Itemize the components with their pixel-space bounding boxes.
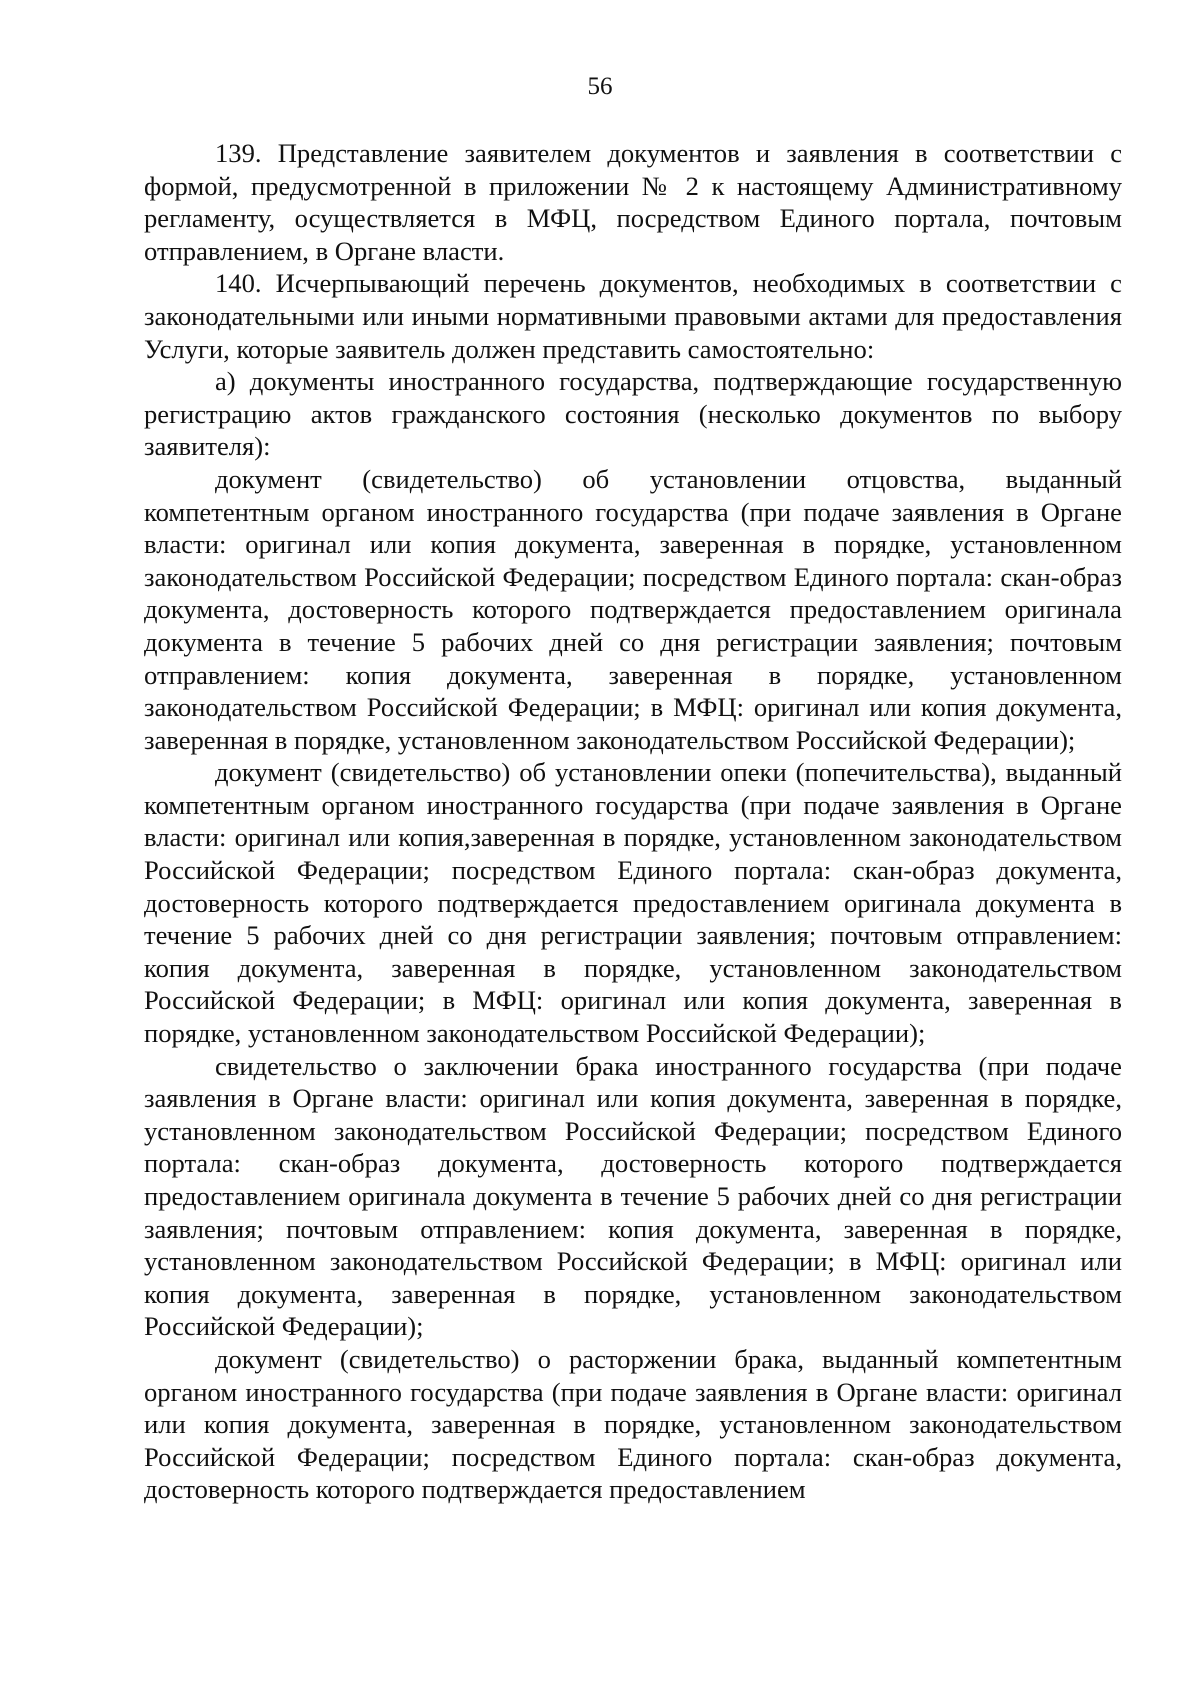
paragraph-marriage-certificate: свидетельство о заключении брака иностранного государства (при подаче заявления в Органе власти: оригинал или копия документа, заверенная в порядке, установленном законодательством Российской Федерации; посредством Единого портала: скан-образ документа, достоверность которого подтверждается предоставлением оригинала документа в течение 5 рабочих дней со дня регистрации заявления; почтовым отправлением: копия документа, заверенная в порядке, установленном законодательством Российской Федерации; в МФЦ: оригинал или копия документа, заверенная в порядке, установленном законодательством Российской Федерации); bbox=[144, 1050, 1122, 1342]
paragraph-139: 139. Представление заявителем документов и заявления в соответствии с формой, предусмотренной в приложении № 2 к настоящему Административному регламенту, осуществляется в МФЦ, посредством Единого портала, почтовым отправлением, в Органе власти. bbox=[144, 138, 1122, 266]
paragraph-guardianship-document: документ (свидетельство) об установлении опеки (попечительства), выданный компетентным органом иностранного государства (при подаче заявления в Органе власти: оригинал или копия,заверенная в порядке, установленном законодательством Российской Федерации; посредством Единого портала: скан-образ документа, достоверность которого подтверждается предоставлением оригинала документа в течение 5 рабочих дней со дня регистрации заявления; почтовым отправлением: копия документа, заверенная в порядке, установленном законодательством Российской Федерации; в МФЦ: оригинал или копия документа, заверенная в порядке, установленном законодательством Российской Федерации); bbox=[144, 757, 1122, 1049]
document-body bbox=[144, 137, 1122, 1506]
paragraph-divorce-document: документ (свидетельство) о расторжении брака, выданный компетентным органом иностранного государства (при подаче заявления в Органе власти: оригинал или копия документа, заверенная в порядке, установленном законодательством Российской Федерации; посредством Единого портала: скан-образ документа, достоверность которого подтверждается предоставлением bbox=[144, 1343, 1122, 1505]
page-number: 56 bbox=[587, 73, 613, 100]
paragraph-paternity-document: документ (свидетельство) об установлении отцовства, выданный компетентным органом иностранного государства (при подаче заявления в Органе власти: оригинал или копия документа, заверенная в порядке, установленном законодательством Российской Федерации; посредством Единого портала: скан-образ документа, достоверность которого подтверждается предоставлением оригинала документа в течение 5 рабочих дней со дня регистрации заявления; почтовым отправлением: копия документа, заверенная в порядке, установленном законодательством Российской Федерации; в МФЦ: оригинал или копия документа, заверенная в порядке, установленном законодательством Российской Федерации); bbox=[144, 463, 1122, 755]
paragraph-140-item-a: а) документы иностранного государства, подтверждающие государственную регистрацию актов гражданского состояния (несколько документов по выбору заявителя): bbox=[144, 366, 1122, 462]
paragraph-140: 140. Исчерпывающий перечень документов, необходимых в соответствии с законодательными или иными нормативными правовыми актами для предоставления Услуги, которые заявитель должен представить самостоятельно: bbox=[144, 268, 1122, 364]
